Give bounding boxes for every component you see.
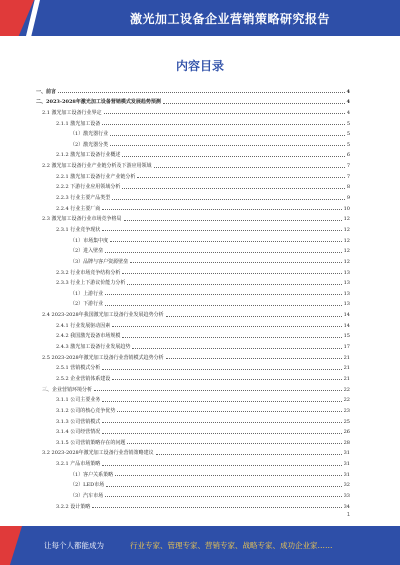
toc-leader-dots bbox=[137, 176, 344, 178]
toc-entry-page: 21 bbox=[343, 375, 350, 382]
toc-entry-title: 3.1.2 公司的核心竞争优势 bbox=[56, 407, 116, 414]
toc-entry-page: 4 bbox=[346, 109, 350, 116]
toc-entry-page: 13 bbox=[343, 269, 350, 276]
toc-entry[interactable] bbox=[36, 180, 350, 191]
toc-entry-title: 2.5.2 企业营销体系建设 bbox=[56, 375, 111, 382]
toc-entry-page: 28 bbox=[343, 439, 350, 446]
toc-leader-dots bbox=[105, 293, 341, 295]
toc-leader-dots bbox=[102, 464, 341, 466]
toc-entry-page: 4 bbox=[346, 88, 350, 95]
toc-entry-title: 2.2.4 行业主要厂商 bbox=[56, 205, 101, 212]
toc-entry-page: 17 bbox=[343, 344, 350, 351]
toc-leader-dots bbox=[110, 134, 345, 136]
toc-leader-dots bbox=[58, 91, 345, 93]
toc-entry-title: 2.4 2023-2028年我国激光加工设备行业发展趋势分析 bbox=[42, 312, 164, 319]
toc-entry-page: 7 bbox=[346, 163, 350, 170]
toc-entry-title: 2.4.3 激光加工设备行业发展趋势 bbox=[56, 344, 131, 351]
toc-entry-title: （2）下游行业 bbox=[70, 301, 104, 308]
toc-entry[interactable] bbox=[36, 244, 350, 255]
toc-entry[interactable] bbox=[36, 307, 350, 318]
toc-entry-title: 3.1.4 公司经营情况 bbox=[56, 429, 101, 436]
toc-entry-title: （2）进入壁垒 bbox=[70, 248, 104, 255]
toc-entry[interactable] bbox=[36, 403, 350, 414]
toc-leader-dots bbox=[130, 261, 341, 263]
toc-leader-dots bbox=[154, 166, 345, 168]
toc-entry-title: （2）激光器分类 bbox=[70, 141, 109, 148]
toc-leader-dots bbox=[163, 102, 345, 104]
toc-entry[interactable] bbox=[36, 265, 350, 276]
toc-entry-page: 22 bbox=[343, 397, 350, 404]
toc-leader-dots bbox=[110, 144, 345, 146]
toc-entry[interactable] bbox=[36, 425, 350, 436]
toc-leader-dots bbox=[110, 240, 341, 242]
toc-entry-page: 13 bbox=[343, 280, 350, 287]
toc-entry-page: 33 bbox=[343, 492, 350, 499]
toc-leader-dots bbox=[117, 410, 341, 412]
toc-entry-title: 3.2.2 设计策略 bbox=[56, 503, 91, 510]
toc-entry[interactable] bbox=[36, 414, 350, 425]
toc-entry[interactable] bbox=[36, 393, 350, 404]
toc-entry-page: 5 bbox=[346, 120, 350, 127]
toc-entry-page: 21 bbox=[343, 354, 350, 361]
toc-entry-title: 2.3.1 行业竞争现状 bbox=[56, 226, 101, 233]
toc-entry[interactable] bbox=[36, 467, 350, 478]
report-title: 激光加工设备企业营销策略研究报告 bbox=[129, 12, 330, 26]
toc-leader-dots bbox=[102, 368, 341, 370]
toc-entry[interactable] bbox=[36, 371, 350, 382]
toc-leader-dots bbox=[124, 219, 342, 221]
toc-entry-title: 2.2 激光加工设备行业产业链分析及下游应用领域 bbox=[42, 163, 152, 170]
footer-slogan-highlight: 行业专家、管理专家、营销专家、战略专家、成功企业家…… bbox=[130, 541, 333, 550]
toc-leader-dots bbox=[112, 325, 341, 327]
toc-entry-title: 3.1.5 公司营销策略存在的问题 bbox=[56, 439, 126, 446]
toc-entry-page: 31 bbox=[343, 471, 350, 478]
toc-entry-page: 8 bbox=[346, 184, 350, 191]
toc-entry-title: 2.4.1 行业发展驱动因素 bbox=[56, 322, 111, 329]
toc-leader-dots bbox=[106, 485, 341, 487]
toc-entry-page: 23 bbox=[343, 407, 350, 414]
toc-entry-title: 2.4.2 我国激光设备市场规模 bbox=[56, 333, 121, 340]
toc-leader-dots bbox=[94, 389, 342, 391]
toc-entry-title: 3.1.3 公司营销模式 bbox=[56, 418, 101, 425]
toc-entry-page: 6 bbox=[346, 152, 350, 159]
toc-entry[interactable] bbox=[36, 137, 350, 148]
toc-entry-title: （1）激光器行业 bbox=[70, 131, 109, 138]
toc-entry-page: 31 bbox=[343, 461, 350, 468]
toc-entry-page: 15 bbox=[343, 333, 350, 340]
toc-entry-title: （1）客户关系策略 bbox=[70, 471, 114, 478]
toc-entry-title: 三、企业营销环境分析 bbox=[42, 386, 93, 393]
toc-entry[interactable] bbox=[36, 499, 350, 510]
toc-entry-title: 2.1.2 激光加工设备行业概述 bbox=[56, 152, 121, 159]
toc-entry-title: 二、2023-2028年激光加工设备营销模式发展趋势预测 bbox=[36, 99, 161, 106]
toc-entry-title: （3）汽车市场 bbox=[70, 492, 104, 499]
toc-entry-page: 9 bbox=[346, 195, 350, 202]
toc-entry-page: 12 bbox=[343, 248, 350, 255]
toc-entry[interactable] bbox=[36, 127, 350, 138]
toc-entry[interactable] bbox=[36, 95, 350, 106]
toc-leader-dots bbox=[102, 421, 341, 423]
toc-leader-dots bbox=[115, 474, 341, 476]
toc-entry-title: 2.5.1 营销模式分析 bbox=[56, 365, 101, 372]
toc-entry-title: （1）上游行业 bbox=[70, 290, 104, 297]
toc-entry-title: （2）LED市场 bbox=[70, 482, 105, 489]
toc-leader-dots bbox=[92, 506, 341, 508]
toc-entry-page: 32 bbox=[343, 482, 350, 489]
toc-entry-page: 31 bbox=[343, 450, 350, 457]
toc-entry-page: 22 bbox=[343, 386, 350, 393]
toc-heading: 内容目录 bbox=[175, 59, 224, 73]
toc-entry[interactable] bbox=[36, 190, 350, 201]
toc-entry-page: 12 bbox=[343, 237, 350, 244]
toc-entry-title: 3.2.1 产品市场策略 bbox=[56, 461, 101, 468]
toc-entry-page: 13 bbox=[343, 301, 350, 308]
toc-leader-dots bbox=[127, 442, 341, 444]
toc-entry-title: 2.3.3 行业上下游议价能力分析 bbox=[56, 280, 126, 287]
toc-entry-page: 7 bbox=[346, 173, 350, 180]
toc-entry[interactable] bbox=[36, 297, 350, 308]
toc-entry[interactable] bbox=[36, 488, 350, 499]
toc-entry-title: （3）品牌与客户资源壁垒 bbox=[70, 258, 129, 265]
toc-entry-title: 2.3 激光加工设备行业市场竞争格局 bbox=[42, 216, 122, 223]
toc-entry-page: 4 bbox=[346, 99, 350, 106]
toc-entry-page: 12 bbox=[343, 216, 350, 223]
toc-entry-title: 2.1.1 激光加工设备 bbox=[56, 120, 101, 127]
toc-entry[interactable] bbox=[36, 84, 350, 95]
toc-entry-page: 12 bbox=[343, 226, 350, 233]
toc-entry[interactable] bbox=[36, 286, 350, 297]
toc-entry[interactable] bbox=[36, 456, 350, 467]
toc-leader-dots bbox=[102, 400, 341, 402]
toc-leader-dots bbox=[102, 208, 341, 210]
toc-leader-dots bbox=[102, 123, 345, 125]
toc-entry[interactable] bbox=[36, 276, 350, 287]
toc-entry-page: 10 bbox=[343, 205, 350, 212]
toc-entry[interactable] bbox=[36, 233, 350, 244]
toc-entry[interactable] bbox=[36, 148, 350, 159]
toc-leader-dots bbox=[122, 155, 344, 157]
toc-entry[interactable] bbox=[36, 361, 350, 372]
toc-entry-page: 12 bbox=[343, 258, 350, 265]
toc-entry-page: 5 bbox=[346, 141, 350, 148]
toc-leader-dots bbox=[104, 112, 345, 114]
toc-entry-title: 2.2.1 激光加工设备行业产业链分析 bbox=[56, 173, 136, 180]
toc-entry[interactable] bbox=[36, 318, 350, 329]
toc-entry[interactable] bbox=[36, 478, 350, 489]
toc-entry[interactable] bbox=[36, 435, 350, 446]
toc-entry-title: 2.1 激光加工设备行业界定 bbox=[42, 109, 102, 116]
toc-entry[interactable] bbox=[36, 158, 350, 169]
toc-entry-title: 2.3.2 行业市场竞争结构分析 bbox=[56, 269, 121, 276]
toc-leader-dots bbox=[105, 304, 341, 306]
toc-entry[interactable] bbox=[36, 446, 350, 457]
toc-entry[interactable] bbox=[36, 382, 350, 393]
toc-entry[interactable] bbox=[36, 350, 350, 361]
toc-entry[interactable] bbox=[36, 201, 350, 212]
toc-entry-title: 3.1.1 公司主要业务 bbox=[56, 397, 101, 404]
toc-leader-dots bbox=[122, 336, 341, 338]
table-of-contents bbox=[36, 84, 350, 510]
toc-entry-page: 25 bbox=[343, 418, 350, 425]
toc-entry-page: 5 bbox=[346, 131, 350, 138]
toc-entry-title: 2.5 2023-2028年激光加工设备行业营销模式趋势分析 bbox=[42, 354, 164, 361]
toc-leader-dots bbox=[102, 229, 341, 231]
toc-leader-dots bbox=[127, 283, 341, 285]
toc-leader-dots bbox=[166, 357, 342, 359]
toc-entry[interactable] bbox=[36, 169, 350, 180]
footer-slogan: 让每个人都能成为 bbox=[44, 541, 104, 550]
toc-entry-page: 21 bbox=[343, 365, 350, 372]
toc-entry[interactable] bbox=[36, 116, 350, 127]
toc-entry-title: 3.2 2023-2028年激光加工设备行业营销策略建议 bbox=[42, 450, 154, 457]
toc-leader-dots bbox=[122, 187, 344, 189]
toc-leader-dots bbox=[156, 453, 342, 455]
toc-entry[interactable] bbox=[36, 212, 350, 223]
toc-leader-dots bbox=[105, 495, 341, 497]
toc-leader-dots bbox=[112, 378, 341, 380]
toc-leader-dots bbox=[102, 432, 341, 434]
toc-entry-title: 2.2.2 下游行业应用领域分析 bbox=[56, 184, 121, 191]
toc-entry-title: 2.2.3 行业主要产品类型 bbox=[56, 195, 111, 202]
toc-entry-title: 一、前言 bbox=[36, 88, 57, 95]
toc-entry[interactable] bbox=[36, 222, 350, 233]
toc-leader-dots bbox=[112, 198, 345, 200]
toc-leader-dots bbox=[166, 315, 342, 317]
toc-leader-dots bbox=[122, 272, 341, 274]
toc-entry-page: 14 bbox=[343, 312, 350, 319]
toc-entry[interactable] bbox=[36, 339, 350, 350]
toc-leader-dots bbox=[105, 251, 341, 253]
toc-entry-page: 14 bbox=[343, 322, 350, 329]
toc-entry-page: 13 bbox=[343, 290, 350, 297]
page-number: 1 bbox=[346, 512, 350, 518]
toc-entry-page: 34 bbox=[343, 503, 350, 510]
toc-entry-page: 26 bbox=[343, 429, 350, 436]
toc-leader-dots bbox=[132, 347, 341, 349]
toc-entry[interactable] bbox=[36, 329, 350, 340]
toc-entry[interactable] bbox=[36, 254, 350, 265]
toc-entry[interactable] bbox=[36, 105, 350, 116]
toc-entry-title: （1）市场集中度 bbox=[70, 237, 109, 244]
